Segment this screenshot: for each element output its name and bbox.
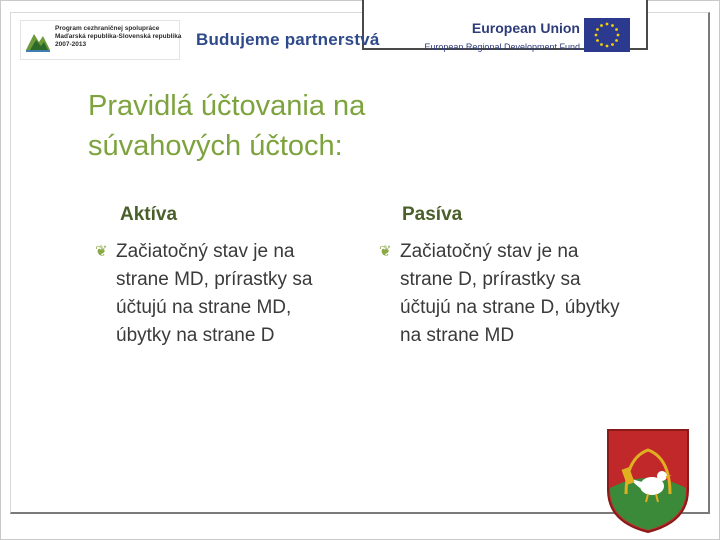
eu-title: European Union bbox=[471, 20, 580, 36]
program-logo-icon bbox=[24, 24, 52, 54]
slide-title: Pravidlá účtovania na súvahových účtoch: bbox=[88, 90, 366, 162]
bullet-marker-icon: ❦ bbox=[95, 243, 108, 260]
column-heading-pasiva: Pasíva bbox=[402, 204, 463, 225]
coat-of-arms-icon bbox=[606, 428, 690, 534]
bullet-marker-icon: ❦ bbox=[379, 243, 392, 260]
bullet-pasiva bbox=[379, 238, 632, 350]
eu-text-block bbox=[410, 20, 580, 56]
brand-text: Budujeme partnerstvá bbox=[196, 30, 380, 49]
eu-subtitle: European Regional Development Fund bbox=[424, 42, 580, 52]
program-logo-line-2: Maďarská republika-Slovenská republika bbox=[55, 33, 182, 40]
eu-flag-icon bbox=[584, 18, 630, 52]
bullet-pasiva-text: Začiatočný stav je na strane D, prírastky sa účtujú na strane D, úbytky na strane MD bbox=[400, 241, 620, 346]
bullet-aktiva-text: Začiatočný stav je na strane MD, prírastky sa účtujú na strane MD, úbytky na strane D bbox=[116, 241, 313, 346]
program-logo-line-3: 2007-2013 bbox=[55, 41, 87, 48]
program-logo bbox=[20, 20, 180, 60]
program-logo-line-1: Program cezhraničnej spolupráce bbox=[55, 25, 160, 32]
column-heading-aktiva: Aktíva bbox=[120, 204, 178, 225]
bullet-aktiva bbox=[95, 238, 348, 350]
